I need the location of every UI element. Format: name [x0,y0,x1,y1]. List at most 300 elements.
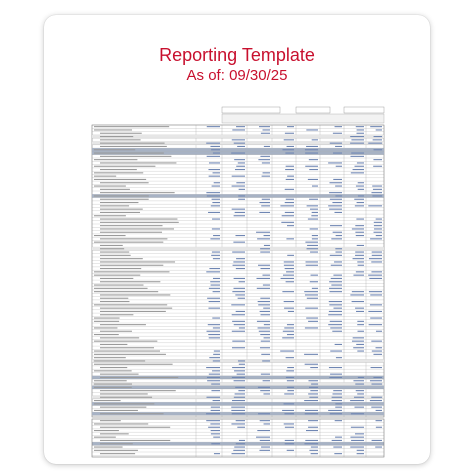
cell-value-mark [332,400,342,401]
cell-value-mark [287,387,294,388]
cell-value-mark [305,440,318,441]
cell-value-mark [209,337,220,338]
cell-value-mark [355,205,364,206]
cell-value-mark [312,288,318,289]
cell-value-mark [368,143,382,144]
row-label-mark [94,285,144,286]
cell-value-mark [287,334,294,335]
cell-value-mark [350,143,364,144]
row-label-mark [100,314,133,315]
cell-value-mark [357,351,364,352]
row-label-mark [100,413,164,414]
cell-value-mark [334,453,342,454]
cell-value-mark [308,380,318,381]
cell-value-mark [370,318,382,319]
cell-value-mark [332,331,342,332]
cell-value-mark [261,447,270,448]
cell-value-mark [232,129,245,130]
cell-value-mark [262,176,270,177]
cell-value-mark [332,202,342,203]
row-label-mark [94,380,127,381]
cell-value-mark [330,225,342,226]
cell-value-mark [287,126,294,127]
row-label-mark [100,219,177,220]
cell-value-mark [333,308,342,309]
cell-value-mark [352,291,364,292]
cell-value-mark [357,245,364,246]
cell-value-mark [310,228,318,229]
cell-value-mark [336,235,342,236]
cell-value-mark [239,364,245,365]
cell-value-mark [331,265,342,266]
cell-value-mark [260,156,270,157]
cell-value-mark [335,126,342,127]
cell-value-mark [329,281,342,282]
row-label-mark [100,344,127,345]
table-body-lower [92,419,384,457]
cell-value-mark [305,327,318,328]
cell-value-mark [287,324,294,325]
cell-value-mark [335,195,342,196]
cell-value-mark [280,351,294,352]
cell-value-mark [285,427,294,428]
cell-value-mark [258,327,270,328]
cell-value-mark [258,304,270,305]
cell-value-mark [309,169,318,170]
cell-value-mark [282,149,294,150]
cell-value-mark [373,189,382,190]
cell-value-mark [304,443,318,444]
row-label-mark [100,248,124,249]
cell-value-mark [335,252,342,253]
cell-value-mark [369,278,382,279]
cell-value-mark [333,390,342,391]
cell-value-mark [261,374,270,375]
cell-value-mark [356,311,364,312]
cell-value-mark [307,298,318,299]
table-body [92,125,384,417]
row-label-mark [94,384,132,385]
cell-value-mark [354,397,364,398]
cell-value-mark [211,285,220,286]
cell-value-mark [307,248,318,249]
cell-value-mark [237,146,245,147]
table-header [222,107,384,123]
row-label-mark [100,228,174,229]
cell-value-mark [350,136,364,137]
cell-value-mark [328,410,342,411]
cell-value-mark [308,420,318,421]
cell-value-mark [306,129,318,130]
cell-value-mark [235,212,245,213]
cell-value-mark [369,324,382,325]
cell-value-mark [210,238,220,239]
cell-value-mark [371,271,382,272]
cell-value-mark [211,149,220,150]
row-label-mark [100,182,149,183]
row-label-mark [100,238,167,239]
cell-value-mark [329,288,342,289]
cell-value-mark [330,199,342,200]
row-label-mark [100,252,129,253]
cell-value-mark [305,410,318,411]
cell-value-mark [284,301,294,302]
cell-value-mark [263,308,270,309]
cell-value-mark [372,255,382,256]
cell-value-mark [212,202,220,203]
cell-value-mark [238,360,245,361]
cell-value-mark [258,387,270,388]
cell-value-mark [351,172,364,173]
cell-value-mark [285,153,294,154]
cell-value-mark [256,437,270,438]
cell-value-mark [213,327,220,328]
cell-value-mark [376,427,382,428]
cell-value-mark [287,380,294,381]
cell-value-mark [328,314,342,315]
row-label-mark [100,427,170,428]
cell-value-mark [353,275,364,276]
cell-value-mark [234,278,245,279]
row-label-mark [100,146,167,147]
cell-value-mark [260,252,270,253]
row-label-mark [94,360,145,361]
row-label-mark [94,176,116,177]
cell-value-mark [368,275,382,276]
cell-value-mark [373,377,382,378]
cell-value-mark [236,311,245,312]
cell-value-mark [352,341,364,342]
row-label-mark [100,245,123,246]
cell-value-mark [237,427,245,428]
cell-value-mark [286,370,294,371]
cell-value-mark [334,212,342,213]
cell-value-mark [329,291,342,292]
cell-value-mark [212,318,220,319]
cell-value-mark [283,331,294,332]
cell-value-mark [232,367,245,368]
row-label-mark [94,195,149,196]
table-border [92,125,384,417]
row-label-mark [100,139,141,140]
row-label-mark [94,291,158,292]
cell-value-mark [213,400,220,401]
cell-value-mark [211,205,220,206]
cell-value-mark [264,245,270,246]
cell-value-mark [212,186,220,187]
cell-value-mark [206,143,220,144]
cell-value-mark [207,195,220,196]
row-label-mark [94,437,116,438]
cell-value-mark [209,301,220,302]
cell-value-mark [355,252,364,253]
cell-value-mark [282,291,294,292]
cell-value-mark [306,430,318,431]
row-label-mark [94,334,119,335]
cell-value-mark [264,423,270,424]
cell-value-mark [329,182,342,183]
cell-value-mark [374,136,382,137]
cell-value-mark [351,427,364,428]
row-label-mark [100,156,171,157]
cell-value-mark [353,337,364,338]
row-label-mark [94,447,123,448]
cell-value-mark [332,440,342,441]
cell-value-mark [261,314,270,315]
cell-value-mark [369,258,382,259]
cell-value-mark [329,367,342,368]
cell-value-mark [238,298,245,299]
cell-value-mark [211,384,220,385]
cell-value-mark [350,447,364,448]
row-label-mark [100,331,132,332]
cell-value-mark [231,304,245,305]
cell-value-mark [354,407,364,408]
cell-value-mark [304,291,318,292]
cell-value-mark [333,153,342,154]
cell-value-mark [376,129,382,130]
cell-value-mark [285,268,294,269]
cell-value-mark [282,337,294,338]
row-label-mark [100,407,146,408]
cell-value-mark [236,443,245,444]
cell-value-mark [234,159,245,160]
cell-value-mark [206,271,220,272]
row-label-mark [100,453,135,454]
cell-value-mark [374,225,382,226]
cell-value-mark [376,331,382,332]
cell-value-mark [214,351,220,352]
cell-value-mark [258,301,270,302]
cell-value-mark [305,294,318,295]
cell-value-mark [232,400,245,401]
cell-value-mark [236,420,245,421]
cell-value-mark [351,440,364,441]
cell-value-mark [305,242,318,243]
row-label-mark [100,308,172,309]
cell-value-mark [370,126,382,127]
cell-value-mark [330,321,342,322]
cell-value-mark [206,420,220,421]
row-label-mark [100,162,176,163]
cell-value-mark [331,238,342,239]
cell-value-mark [357,202,364,203]
row-label-mark [94,357,126,358]
row-label-mark [100,189,130,190]
cell-value-mark [305,308,318,309]
cell-value-mark [373,166,382,167]
cell-value-mark [239,440,245,441]
row-label-mark [100,393,148,394]
cell-value-mark [214,453,220,454]
row-label-mark [94,129,132,130]
cell-value-mark [282,410,294,411]
row-label-mark [94,321,119,322]
row-label-mark [94,159,137,160]
cell-value-mark [368,311,382,312]
cell-value-mark [332,397,342,398]
row-label-mark [94,149,135,150]
cell-value-mark [328,162,342,163]
cell-value-mark [209,357,220,358]
cell-value-mark [285,440,294,441]
cell-value-mark [351,413,364,414]
cell-value-mark [353,347,364,348]
cell-value-mark [357,133,364,134]
cell-value-mark [208,334,220,335]
cell-value-mark [358,265,364,266]
cell-value-mark [285,202,294,203]
cell-value-mark [231,423,245,424]
cell-value-mark [335,186,342,187]
cell-value-mark [206,367,220,368]
cell-value-mark [235,235,245,236]
row-label-mark [94,242,163,243]
cell-value-mark [370,304,382,305]
cell-value-mark [333,133,342,134]
cell-value-mark [374,149,382,150]
cell-value-mark [285,189,294,190]
cell-value-mark [335,146,342,147]
cell-value-mark [305,153,318,154]
cell-value-mark [355,232,364,233]
cell-value-mark [358,195,364,196]
cell-value-mark [357,129,364,130]
cell-value-mark [260,420,270,421]
cell-value-mark [375,447,382,448]
cell-value-mark [357,453,364,454]
cell-value-mark [210,423,220,424]
cell-value-mark [259,212,270,213]
cell-value-mark [306,265,318,266]
cell-value-mark [231,410,245,411]
cell-value-mark [309,199,318,200]
cell-value-mark [234,380,245,381]
cell-value-mark [335,403,342,404]
cell-value-mark [351,153,364,154]
cell-value-mark [311,275,318,276]
cell-value-mark [212,199,220,200]
cell-value-mark [234,324,245,325]
cell-value-mark [232,176,245,177]
cell-value-mark [328,324,342,325]
cell-value-mark [238,162,245,163]
cell-value-mark [208,308,220,309]
cell-value-mark [311,384,318,385]
cell-value-mark [330,351,342,352]
cell-value-mark [307,205,318,206]
cell-value-mark [285,133,294,134]
cell-value-mark [208,427,220,428]
row-label-mark [94,354,166,355]
cell-value-mark [211,433,220,434]
row-label-mark [100,136,133,137]
cell-value-mark [236,182,245,183]
cell-value-mark [233,261,245,262]
cell-value-mark [286,281,294,282]
cell-value-mark [370,380,382,381]
cell-value-mark [350,294,364,295]
row-label-mark [94,387,132,388]
cell-value-mark [206,413,220,414]
cell-value-mark [233,450,245,451]
cell-value-mark [211,443,220,444]
cell-value-mark [232,252,245,253]
row-label-mark [100,377,178,378]
row-label-mark [94,215,126,216]
cell-value-mark [336,166,342,167]
cell-value-mark [335,437,342,438]
cell-value-mark [239,281,245,282]
cell-value-mark [356,126,364,127]
cell-value-mark [235,294,245,295]
cell-value-mark [329,209,342,210]
cell-value-mark [370,400,382,401]
section-header-row [92,148,384,151]
cell-value-mark [260,311,270,312]
cell-value-mark [287,146,294,147]
cell-value-mark [212,219,220,220]
row-label-mark [94,370,132,371]
cell-value-mark [287,390,294,391]
cell-value-mark [372,186,382,187]
cell-value-mark [232,331,245,332]
row-label-mark [94,288,148,289]
cell-value-mark [239,327,245,328]
cell-value-mark [287,176,294,177]
cell-value-mark [231,407,245,408]
row-label-mark [100,212,140,213]
cell-value-mark [258,413,270,414]
cell-value-mark [355,384,364,385]
cell-value-mark [305,364,318,365]
cell-value-mark [260,268,270,269]
cell-value-mark [311,215,318,216]
subtotal-row [92,382,384,385]
cell-value-mark [356,390,364,391]
cell-value-mark [357,261,364,262]
row-label-mark [94,364,173,365]
cell-value-mark [357,450,364,451]
row-label-mark [100,374,139,375]
cell-value-mark [210,146,220,147]
cell-value-mark [333,275,342,276]
cell-value-mark [263,172,270,173]
cell-value-mark [329,301,342,302]
cell-value-mark [213,354,220,355]
cell-value-mark [371,192,382,193]
cell-value-mark [262,275,270,276]
cell-value-mark [371,261,382,262]
cell-value-mark [306,261,318,262]
row-label-mark [100,192,175,193]
row-label-mark [100,225,163,226]
cell-value-mark [212,252,220,253]
row-label-mark [94,126,169,127]
cell-value-mark [356,186,364,187]
cell-value-mark [336,357,342,358]
cell-value-mark [213,291,220,292]
cell-value-mark [260,440,270,441]
cell-value-mark [335,344,342,345]
cell-value-mark [352,228,364,229]
cell-value-mark [376,420,382,421]
cell-value-mark [234,215,245,216]
cell-value-mark [355,255,364,256]
cell-value-mark [238,390,245,391]
row-label-mark [94,450,138,451]
cell-value-mark [283,275,294,276]
